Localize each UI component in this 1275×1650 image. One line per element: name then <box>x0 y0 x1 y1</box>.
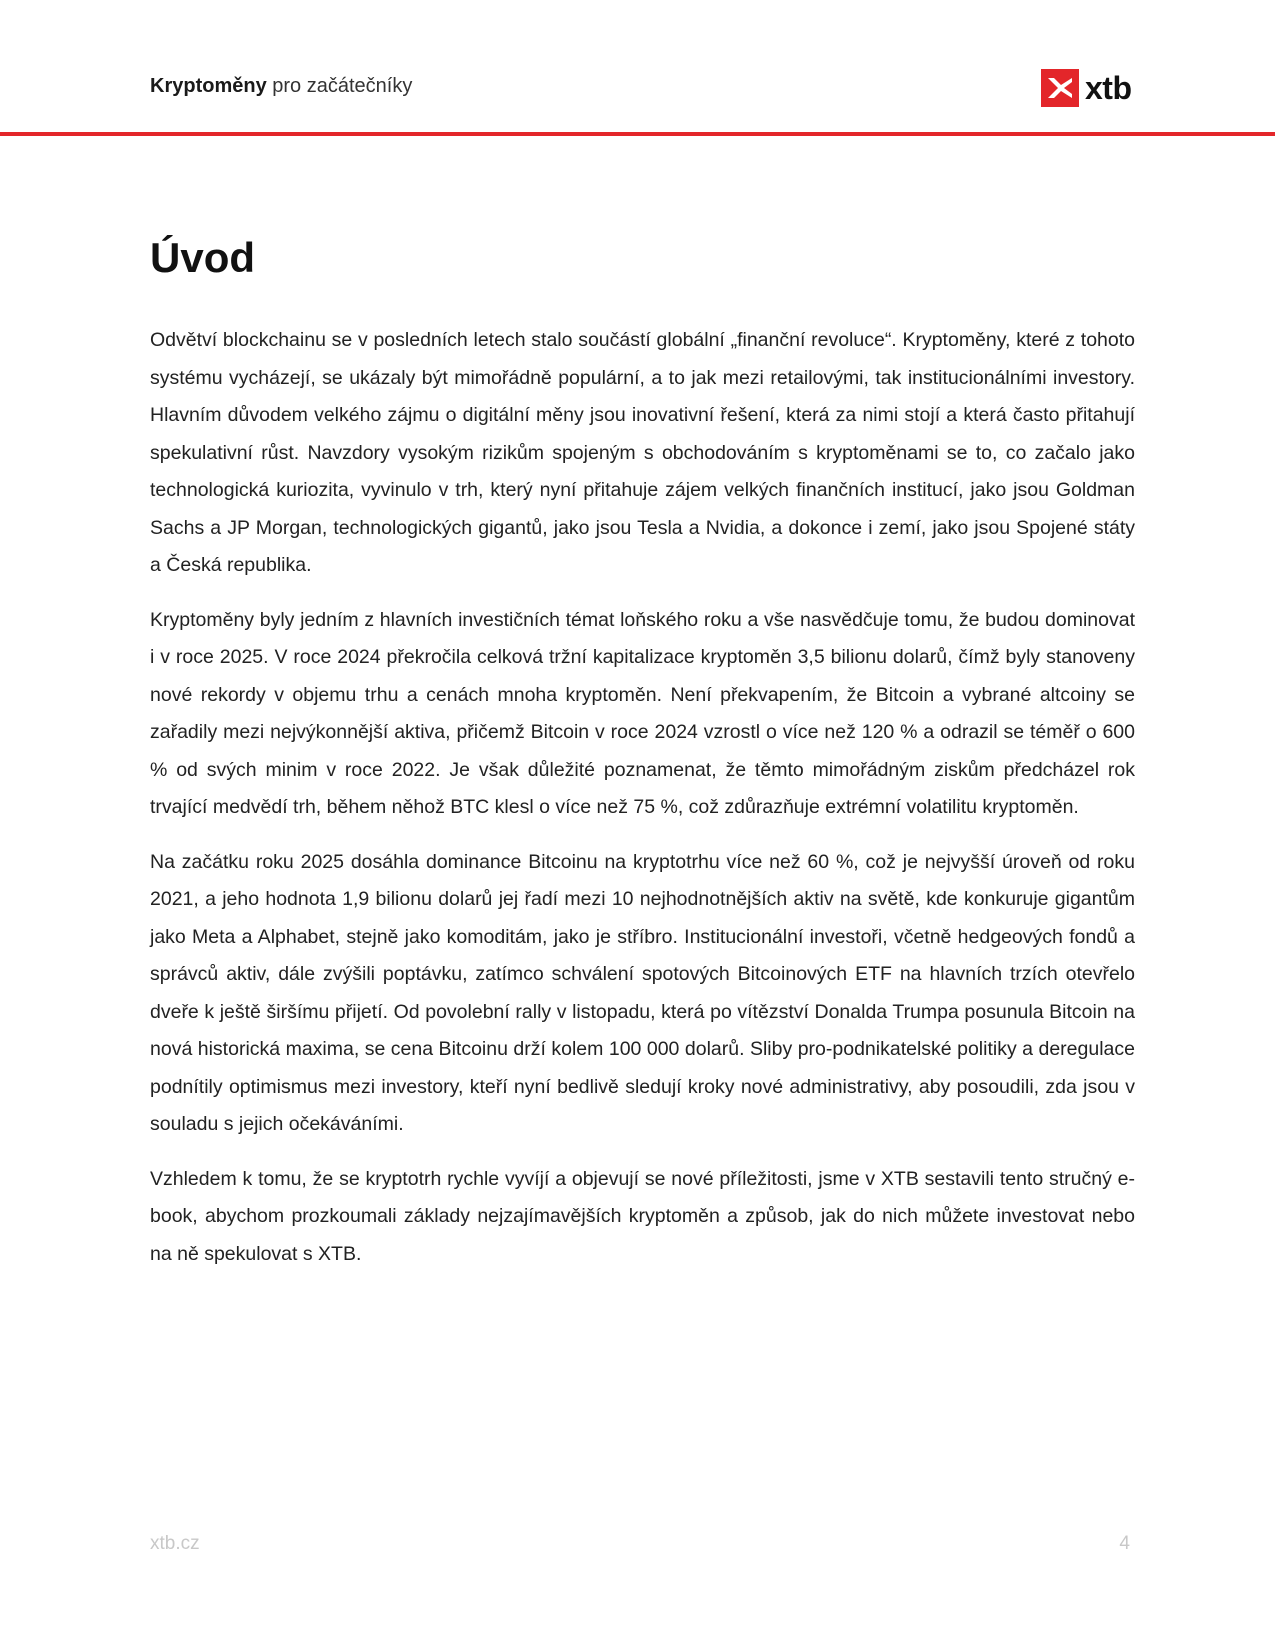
page-number: 4 <box>1119 1533 1130 1554</box>
main-content <box>150 230 1135 1290</box>
header-divider <box>0 132 1275 136</box>
page-header <box>0 0 1275 135</box>
document-title-rest: pro začátečníky <box>266 75 413 97</box>
paragraph-4: Vzhledem k tomu, že se kryptotrh rychle vyvíjí a objevují se nové příležitosti, jsme v XTB sestavili tento stručný e-book, abychom prozkoumali základy nejzajímavějších kryptoměn a způsob, jak do nich můžete investovat nebo na ně spekulovat s XTB. <box>150 1167 1135 1265</box>
xtb-logo-icon <box>1041 69 1079 107</box>
document-title <box>150 75 412 98</box>
paragraph-2: Kryptoměny byly jedním z hlavních investičních témat loňského roku a vše nasvědčuje tomu, že budou dominovat i v roce 2025. V roce 2024 překročila celková tržní kapitalizace kryptoměn 3,5 bilionu dolarů, čímž byly stanoveny nové rekordy v objemu trhu a cenách mnoha kryptoměn. Není překvapením, že Bitcoin a vybrané altcoiny se zařadily mezi nejvýkonnější aktiva, přičemž Bitcoin v roce 2024 vzrostl o více než 120 % a odrazil se téměř o 600 % od svých minim v roce 2022. Je však důležité poznamenat, že těmto mimořádným ziskům předcházel rok trvající medvědí trh, během něhož BTC klesl o více než 75 %, což zdůrazňuje extrémní volatilitu kryptoměn. <box>150 608 1135 818</box>
page-title: Úvod <box>150 234 255 281</box>
xtb-logo <box>1041 68 1132 108</box>
footer-site-link[interactable]: xtb.cz <box>150 1533 200 1554</box>
paragraph-1: Odvětví blockchainu se v posledních letech stalo součástí globální „finanční revoluce“. Kryptoměny, které z tohoto systému vycházejí, se ukázaly být mimořádně populární, a to jak mezi retailovými, tak institucionálními investory. Hlavním důvodem velkého zájmu o digitální měny jsou inovativní řešení, která za nimi stojí a která často přitahují spekulativní růst. Navzdory vysokým rizikům spojeným s obchodováním s kryptoměnami se to, co začalo jako technologická kuriozita, vyvinulo v trh, který nyní přitahuje zájem velkých finančních institucí, jako jsou Goldman Sachs a JP Morgan, technologických gigantů, jako jsou Tesla a Nvidia, a dokonce i zemí, jako jsou Spojené státy a Česká republika. <box>150 329 1135 576</box>
document-title-bold: Kryptoměny <box>150 75 267 97</box>
paragraph-3: Na začátku roku 2025 dosáhla dominance Bitcoinu na kryptotrhu více než 60 %, což je nejvyšší úroveň od roku 2021, a jeho hodnota 1,9 bilionu dolarů jej řadí mezi 10 nejhodnotnějších aktiv na světě, kde konkuruje gigantům jako Meta a Alphabet, stejně jako komoditám, jako je stříbro. Institucionální investoři, včetně hedgeových fondů a správců aktiv, dále zvýšili poptávku, zatímco schválení spotových Bitcoinových ETF na hlavních trzích otevřelo dveře k ještě širšímu přijetí. Od povolební rally v listopadu, která po vítězství Donalda Trumpa posunula Bitcoin na nová historická maxima, se cena Bitcoinu drží kolem 100 000 dolarů. Sliby pro-podnikatelské politiky a deregulace podnítily optimismus mezi investory, kteří nyní bedlivě sledují kroky nové administrativy, aby posoudili, zda jsou v souladu s jejich očekáváními. <box>150 850 1135 1135</box>
xtb-logo-text: xtb <box>1085 70 1132 106</box>
